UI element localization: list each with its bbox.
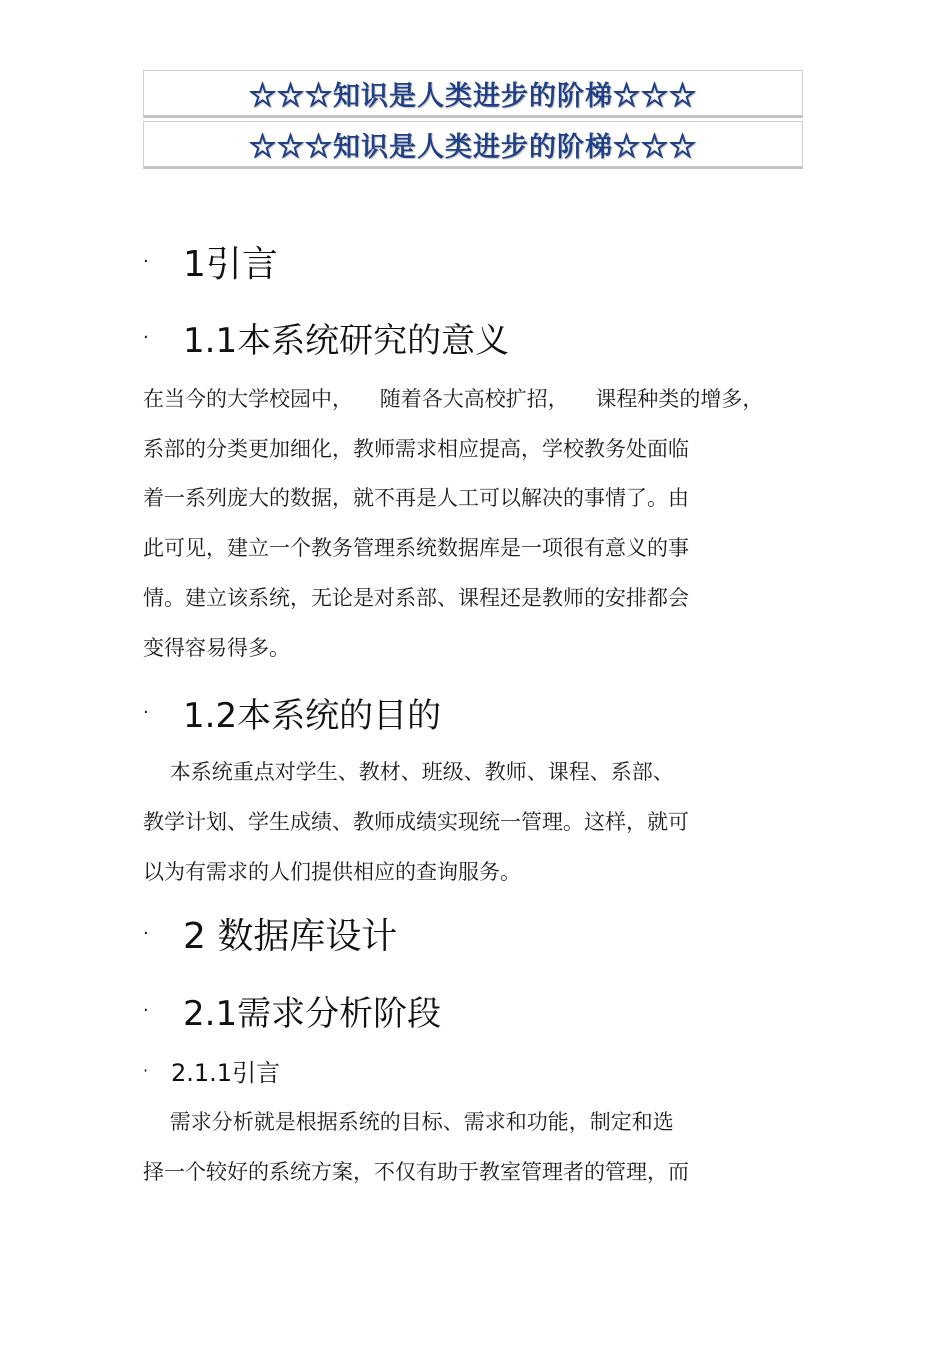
- heading-meaning: [143, 313, 509, 362]
- paragraph-line: 情。建立该系统，无论是对系部、课程还是教师的安排都会: [143, 586, 689, 610]
- paragraph-line: 以为有需求的人们提供相应的查询服务。: [143, 860, 521, 884]
- heading-text: 1引言: [183, 244, 278, 285]
- heading-text: 2.1需求分析阶段: [183, 994, 442, 1034]
- paragraph-line: 需求分析就是根据系统的目标、需求和功能，制定和选: [143, 1110, 674, 1134]
- paragraph-line: 变得容易得多。: [143, 636, 290, 660]
- heading-text: 1.1本系统研究的意义: [183, 321, 510, 361]
- paragraph-line: 系部的分类更加细化，教师需求相应提高，学校教务处面临: [143, 437, 689, 461]
- bullet-icon: ·: [143, 327, 149, 348]
- bullet-icon: ·: [143, 1061, 149, 1080]
- heading-text: 2 数据库设计: [183, 916, 398, 957]
- heading-db-design: [143, 908, 397, 959]
- heading-intro: [143, 236, 278, 287]
- banner-text: ☆☆☆知识是人类进步的阶梯☆☆☆: [249, 80, 697, 112]
- heading-req-intro: [143, 1053, 280, 1088]
- heading-text: 1.2本系统的目的: [183, 696, 442, 736]
- paragraph-line: 教学计划、学生成绩、教师成绩实现统一管理。这样，就可: [143, 810, 689, 834]
- heading-text: 2.1.1引言: [171, 1059, 281, 1087]
- heading-requirements: [143, 986, 441, 1035]
- paragraph-line: 本系统重点对学生、教材、班级、教师、课程、系部、: [143, 760, 674, 784]
- banner-text: ☆☆☆知识是人类进步的阶梯☆☆☆: [249, 131, 697, 163]
- paragraph-line: 在当今的大学校园中， 随着各大高校扩招， 课程种类的增多，: [143, 387, 764, 411]
- paragraph-line: 此可见，建立一个教务管理系统数据库是一项很有意义的事: [143, 536, 689, 560]
- bullet-icon: ·: [143, 923, 149, 944]
- paragraph-line: 着一系列庞大的数据，就不再是人工可以解决的事情了。由: [143, 486, 689, 510]
- banner-second: [143, 121, 803, 169]
- banner-top: [143, 70, 803, 118]
- heading-purpose: [143, 688, 441, 737]
- bullet-icon: ·: [143, 1000, 149, 1021]
- bullet-icon: ·: [143, 251, 149, 272]
- bullet-icon: ·: [143, 702, 149, 723]
- paragraph-line: 择一个较好的系统方案，不仅有助于教室管理者的管理，而: [143, 1160, 689, 1184]
